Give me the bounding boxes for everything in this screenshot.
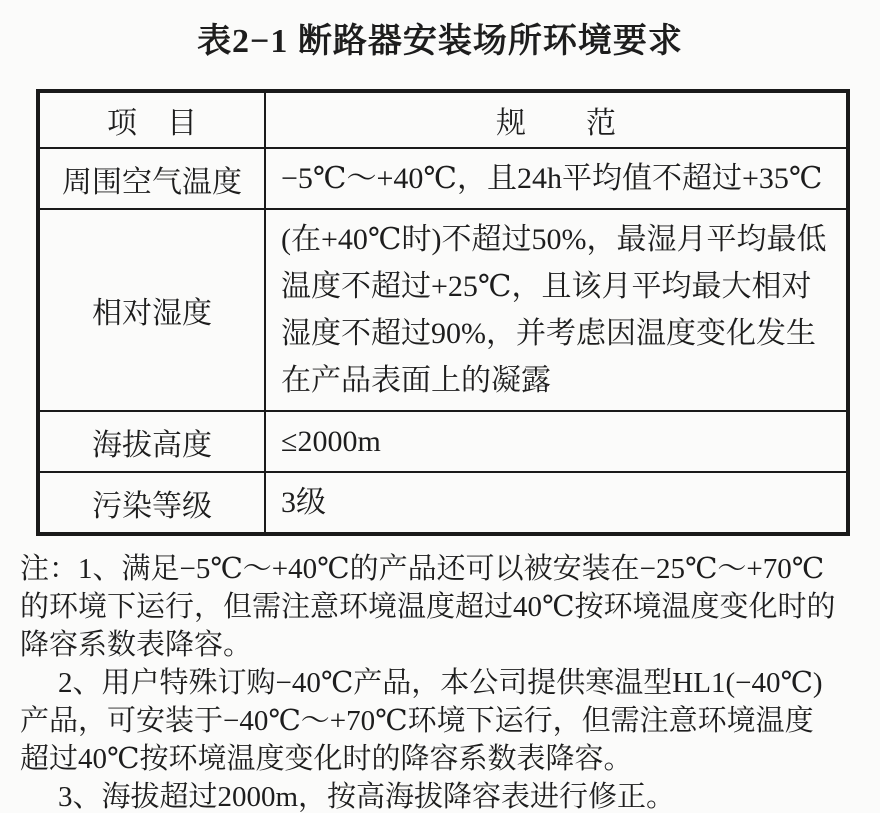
- table-header-row: [38, 91, 848, 148]
- row-spec-value: ≤2000m: [265, 411, 848, 472]
- table-row-ambient-temperature: [38, 148, 848, 209]
- row-item-label: 相对湿度: [38, 209, 265, 411]
- note-line: 3、海拔超过2000m，按高海拔降容表进行修正。: [58, 781, 676, 813]
- document-page: [0, 20, 880, 813]
- header-spec-column: 规 范: [265, 91, 848, 148]
- table-notes: [20, 550, 876, 813]
- table-row-pollution-level: [38, 472, 848, 534]
- row-spec-value: (在+40℃时)不超过50%，最湿月平均最低温度不超过+25℃，且该月平均最大相对湿度不超过90%，并考虑因温度变化发生在产品表面上的凝露: [265, 209, 848, 411]
- note-line: 注：1、满足−5℃～+40℃的产品还可以被安装在−25℃～+70℃: [20, 553, 825, 585]
- row-item-label: 海拔高度: [38, 411, 265, 472]
- header-item-column: 项 目: [38, 91, 265, 148]
- environment-requirements-table: [36, 89, 850, 536]
- note-line: 的环境下运行，但需注意环境温度超过40℃按环境温度变化时的: [20, 591, 836, 623]
- table-title: 表2−1 断路器安装场所环境要求: [197, 23, 683, 60]
- table-row-relative-humidity: [38, 209, 848, 411]
- note-line: 降容系数表降容。: [20, 629, 253, 661]
- note-line: 2、用户特殊订购−40℃产品，本公司提供寒温型HL1(−40℃): [58, 667, 823, 699]
- note-line: 产品，可安装于−40℃～+70℃环境下运行，但需注意环境温度: [20, 705, 814, 737]
- row-item-label: 周围空气温度: [38, 148, 265, 209]
- note-line: 超过40℃按环境温度变化时的降容系数表降容。: [20, 743, 633, 775]
- row-spec-value: −5℃～+40℃，且24h平均值不超过+35℃: [265, 148, 848, 209]
- row-item-label: 污染等级: [38, 472, 265, 534]
- table-row-altitude: [38, 411, 848, 472]
- row-spec-value: 3级: [265, 472, 848, 534]
